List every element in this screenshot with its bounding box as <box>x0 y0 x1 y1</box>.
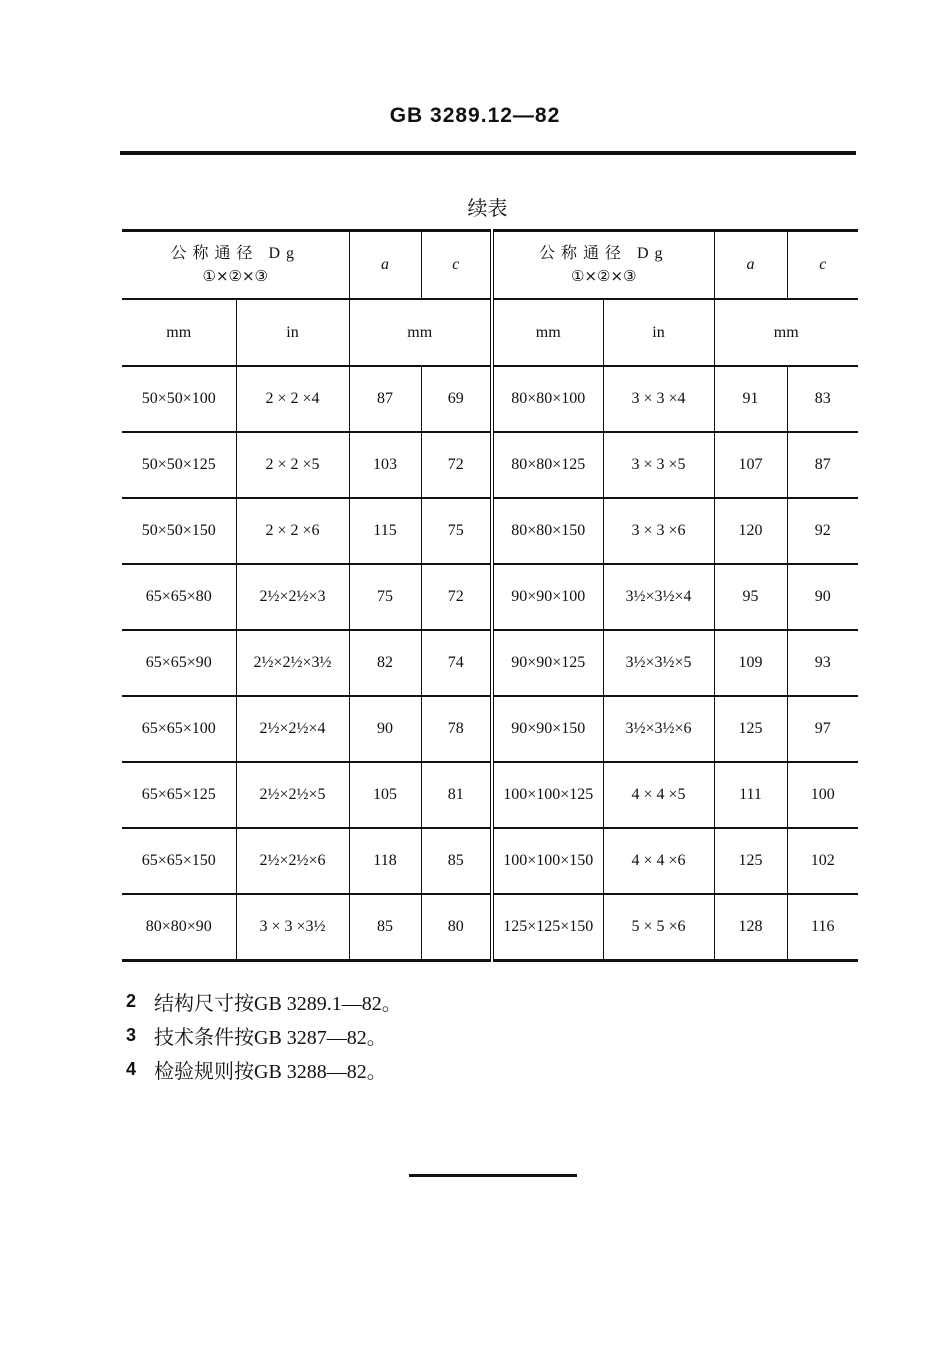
cell-in-left: 2½×2½×3 <box>236 564 349 630</box>
cell-mm-left: 65×65×100 <box>122 696 236 762</box>
cell-a-right: 128 <box>714 894 787 961</box>
col-a-header-right: a <box>714 231 787 300</box>
nominal-diameter-sub: ①×②×③ <box>571 267 637 285</box>
cell-in-right: 4 × 4 ×5 <box>603 762 714 828</box>
nominal-diameter-title: 公称通径 Dg <box>538 245 669 262</box>
cell-mm-left: 80×80×90 <box>122 894 236 961</box>
cell-mm-right: 100×100×150 <box>492 828 603 894</box>
nominal-diameter-header-left <box>122 231 349 300</box>
table-row <box>122 366 858 432</box>
cell-c-left: 78 <box>421 696 492 762</box>
cell-mm-left: 65×65×80 <box>122 564 236 630</box>
cell-a-right: 111 <box>714 762 787 828</box>
note-number: 2 <box>126 990 137 1011</box>
cell-a-left: 115 <box>349 498 421 564</box>
cell-mm-left: 65×65×125 <box>122 762 236 828</box>
cell-a-left: 103 <box>349 432 421 498</box>
cell-in-left: 2 × 2 ×6 <box>236 498 349 564</box>
note-number: 3 <box>126 1024 137 1045</box>
cell-a-right: 120 <box>714 498 787 564</box>
cell-a-right: 95 <box>714 564 787 630</box>
cell-a-left: 87 <box>349 366 421 432</box>
note-item <box>126 1052 402 1086</box>
table-row <box>122 432 858 498</box>
cell-mm-right: 80×80×150 <box>492 498 603 564</box>
cell-mm-left: 65×65×150 <box>122 828 236 894</box>
cell-mm-left: 50×50×100 <box>122 366 236 432</box>
cell-c-left: 85 <box>421 828 492 894</box>
unit-mm-left: mm <box>122 299 236 366</box>
cell-a-right: 107 <box>714 432 787 498</box>
cell-mm-right: 90×90×150 <box>492 696 603 762</box>
cell-mm-right: 125×125×150 <box>492 894 603 961</box>
cell-c-right: 92 <box>787 498 858 564</box>
table-row <box>122 630 858 696</box>
cell-in-left: 2½×2½×4 <box>236 696 349 762</box>
cell-mm-right: 80×80×100 <box>492 366 603 432</box>
unit-in-right: in <box>603 299 714 366</box>
cell-mm-left: 50×50×150 <box>122 498 236 564</box>
cell-a-right: 125 <box>714 696 787 762</box>
table-row <box>122 696 858 762</box>
cell-mm-left: 65×65×90 <box>122 630 236 696</box>
note-item <box>126 984 402 1018</box>
unit-mm-right: mm <box>492 299 603 366</box>
dimensions-table <box>122 229 858 962</box>
cell-in-left: 2 × 2 ×4 <box>236 366 349 432</box>
cell-c-right: 83 <box>787 366 858 432</box>
continued-table-title: 续表 <box>467 198 508 220</box>
dimensions-table-container <box>122 229 858 962</box>
cell-mm-right: 80×80×125 <box>492 432 603 498</box>
note-text: 检验规则按GB 3288—82。 <box>154 1060 387 1083</box>
cell-mm-right: 90×90×100 <box>492 564 603 630</box>
note-text: 技术条件按GB 3287—82。 <box>154 1026 387 1049</box>
cell-in-left: 2½×2½×5 <box>236 762 349 828</box>
col-a-header-left: a <box>349 231 421 300</box>
table-header-row <box>122 231 858 300</box>
cell-c-right: 93 <box>787 630 858 696</box>
cell-a-left: 118 <box>349 828 421 894</box>
cell-in-left: 2 × 2 ×5 <box>236 432 349 498</box>
table-row <box>122 564 858 630</box>
table-row <box>122 498 858 564</box>
cell-c-left: 80 <box>421 894 492 961</box>
cell-in-left: 2½×2½×6 <box>236 828 349 894</box>
cell-c-right: 102 <box>787 828 858 894</box>
end-rule <box>409 1174 577 1177</box>
cell-c-right: 87 <box>787 432 858 498</box>
unit-mm-ac-left: mm <box>349 299 492 366</box>
note-number: 4 <box>126 1058 137 1079</box>
cell-in-right: 3½×3½×6 <box>603 696 714 762</box>
cell-c-left: 81 <box>421 762 492 828</box>
cell-c-right: 90 <box>787 564 858 630</box>
cell-mm-right: 90×90×125 <box>492 630 603 696</box>
cell-a-left: 105 <box>349 762 421 828</box>
cell-in-right: 3½×3½×5 <box>603 630 714 696</box>
cell-in-right: 3 × 3 ×6 <box>603 498 714 564</box>
nominal-diameter-title: 公称通径 Dg <box>170 245 301 262</box>
nominal-diameter-sub: ①×②×③ <box>202 267 268 285</box>
cell-a-left: 75 <box>349 564 421 630</box>
unit-mm-ac-right: mm <box>714 299 858 366</box>
cell-c-right: 116 <box>787 894 858 961</box>
cell-a-right: 125 <box>714 828 787 894</box>
cell-in-left: 3 × 3 ×3½ <box>236 894 349 961</box>
nominal-diameter-header-right <box>492 231 714 300</box>
cell-mm-right: 100×100×125 <box>492 762 603 828</box>
cell-a-right: 91 <box>714 366 787 432</box>
cell-a-right: 109 <box>714 630 787 696</box>
table-row <box>122 828 858 894</box>
cell-a-left: 82 <box>349 630 421 696</box>
cell-c-left: 72 <box>421 564 492 630</box>
cell-mm-left: 50×50×125 <box>122 432 236 498</box>
unit-row <box>122 299 858 366</box>
cell-in-right: 3½×3½×4 <box>603 564 714 630</box>
notes-list <box>126 984 402 1086</box>
col-c-header-right: c <box>787 231 858 300</box>
header-rule <box>120 151 856 155</box>
cell-in-left: 2½×2½×3½ <box>236 630 349 696</box>
cell-c-left: 72 <box>421 432 492 498</box>
cell-c-left: 75 <box>421 498 492 564</box>
standard-code: GB 3289.12—82 <box>389 104 561 127</box>
cell-in-right: 3 × 3 ×5 <box>603 432 714 498</box>
cell-c-left: 74 <box>421 630 492 696</box>
cell-in-right: 5 × 5 ×6 <box>603 894 714 961</box>
note-text: 结构尺寸按GB 3289.1—82。 <box>154 992 402 1015</box>
cell-a-left: 85 <box>349 894 421 961</box>
note-item <box>126 1018 402 1052</box>
cell-a-left: 90 <box>349 696 421 762</box>
unit-in-left: in <box>236 299 349 366</box>
cell-in-right: 3 × 3 ×4 <box>603 366 714 432</box>
cell-c-right: 97 <box>787 696 858 762</box>
cell-c-right: 100 <box>787 762 858 828</box>
cell-c-left: 69 <box>421 366 492 432</box>
table-row <box>122 894 858 961</box>
col-c-header-left: c <box>421 231 492 300</box>
table-row <box>122 762 858 828</box>
cell-in-right: 4 × 4 ×6 <box>603 828 714 894</box>
